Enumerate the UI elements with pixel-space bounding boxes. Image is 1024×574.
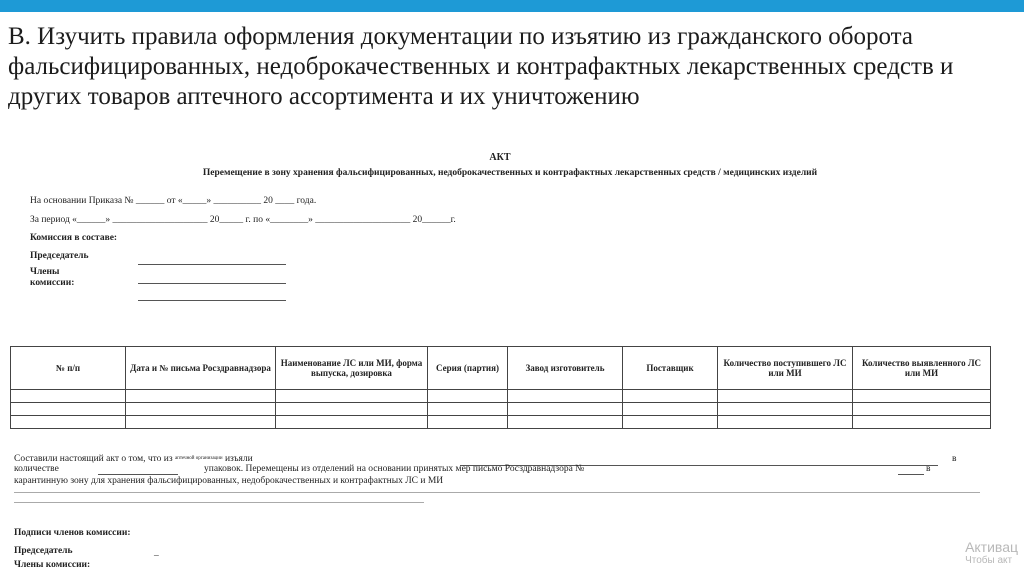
watermark-line-2: Чтобы акт xyxy=(965,555,1013,566)
sign-members-label: Члены комиссии: xyxy=(14,560,91,570)
table-row xyxy=(11,416,991,429)
table-row xyxy=(11,390,991,403)
member-signature-line-1 xyxy=(138,283,286,284)
act-title: АКТ xyxy=(489,152,511,163)
table-header-row xyxy=(11,347,991,390)
statement-blank-3 xyxy=(898,474,924,475)
col-series: Серия (партия) xyxy=(428,347,508,390)
col-letter: Дата и № письма Росздравнадзора xyxy=(126,347,276,390)
member-signature-line-2 xyxy=(138,300,286,301)
col-number: № п/п xyxy=(11,347,126,390)
statement-line-2c: в xyxy=(926,464,931,474)
statement-rule-1 xyxy=(14,492,980,493)
chairman-signature-line xyxy=(138,264,286,265)
watermark-line-1: Активац xyxy=(965,539,1018,555)
statement-line-1: Составили настоящий акт о том, что из $^{аптечной организации}$ изъяли xyxy=(14,454,253,464)
col-supplier: Поставщик xyxy=(623,347,718,390)
statement-line-2a: количестве xyxy=(14,464,59,474)
sign-chairman-dash: _ xyxy=(154,548,159,558)
statement-line-2b: упаковок. Перемещены из отделений на основании принятых мер письмо Росздравнадзора № xyxy=(204,464,585,474)
members-label-1: Члены xyxy=(30,267,60,277)
col-manufacturer: Завод изготовитель xyxy=(508,347,623,390)
act-subtitle: Перемещение в зону хранения фальсифицированных, недоброкачественных и контрафактных лекарственных средств / медицинских изделий xyxy=(202,168,818,178)
order-line: На основании Приказа № ______ от «_____» __________ 20 ____ года. xyxy=(30,196,317,206)
col-received-qty: Количество поступившего ЛС или МИ xyxy=(718,347,853,390)
members-label-2: комиссии: xyxy=(30,278,75,288)
col-detected-qty: Количество выявленного ЛС или МИ xyxy=(853,347,991,390)
slide-heading: В. Изучить правила оформления документации по изъятию из гражданского оборота фальсифицированных, недоброкачественных и контрафактных лекарственных средств и других товаров аптечного ассортимента и их уничтожению xyxy=(8,23,954,110)
top-accent-bar xyxy=(0,0,1024,12)
statement-line-3: карантинную зону для хранения фальсифицированных, недоброкачественных и контрафактных ЛС и МИ xyxy=(14,476,444,486)
signatures-title: Подписи членов комиссии: xyxy=(14,528,131,538)
table-row xyxy=(11,403,991,416)
statement-rule-2 xyxy=(14,502,424,503)
items-table xyxy=(10,346,991,429)
statement-blank-2 xyxy=(98,474,178,475)
activation-watermark xyxy=(965,539,1018,566)
act-document xyxy=(0,148,1024,574)
sign-chairman-label: Председатель xyxy=(14,546,73,556)
chairman-label: Председатель xyxy=(30,251,89,261)
col-name: Наименование ЛС или МИ, форма выпуска, дозировка xyxy=(276,347,428,390)
period-line: За период «______» ____________________ 20_____ г. по «________» ____________________ 20______г. xyxy=(30,215,456,225)
commission-label: Комиссия в составе: xyxy=(30,233,118,243)
statement-line-1-end: в xyxy=(952,454,957,464)
